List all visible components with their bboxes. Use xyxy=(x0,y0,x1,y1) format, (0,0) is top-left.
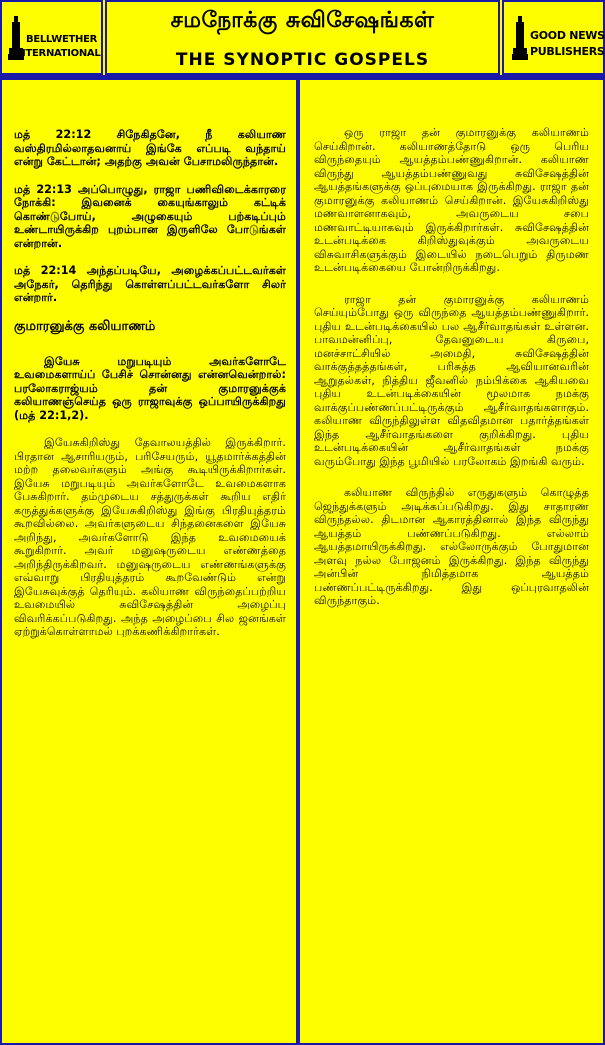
body-paragraph-3: ராஜா தன் குமாரனுக்கு கலியாணம் செய்யும்போது ஒரு விருந்தை ஆயத்தம்பண்ணுகிறார். புதிய உடன்படிக்கையில் பல ஆசீர்வாதங்கள் உள்ளன. பாவமன்னிப்பு, தேவனுடைய கிருபை, மனச்சாட்சியில் அமைதி, சுவிசேஷத்தின் வாக்குத்தத்தங்கள், பரிசுத்த ஆவியானவரின் ஆறுதல்கள், நித்திய ஜீவனில் நம்பிக்கை ஆகியவை புதிய உடன்படிக்கையின் மூலமாக நமக்கு வாக்குப்பண்ணப்பட்டிருக்கும் ஆசீர்வாதங்களாகும். கலியாண விருந்திலுள்ள விதவிதமான பதார்த்தங்கள் இந்த ஆசீர்வாதங்களை குறிக்கிறது. புதிய உடன்படிக்கையின் ஆசீர்வாதங்கள் நமக்கு வரும்போது இந்த பூமியில் பரலோகம் இறங்கி வரும். xyxy=(314,292,589,468)
verse-22-13: மத் 22:13 அப்பொழுது, ராஜா பணிவிடைக்காரரை நோக்கி: இவனைக் கையுங்காலும் கட்டிக் கொண்டுபோய், அழுகையும் பற்கடிப்பும் உண்டாயிருக்கிற புறம்பான இருளிலே போடுங்கள் என்றான். xyxy=(14,182,286,250)
body-paragraph-1: இயேசுகிறிஸ்து தேவாலயத்தில் இருக்கிறார். பிரதான ஆசாரியரும், பரிசேயரும், யூதமார்க்கத்தின் மற்ற தலைவர்களும் அங்கு கூடியிருக்கிறார்கள். இயேசு மறுபடியும் அவர்களோடே உவமைகளாக பேசுகிறார். தம்முடைய சத்துருக்கள் கூறிய எதிர் கருத்துக்களுக்கு இயேசுகிறிஸ்து இங்கு பிரதியுத்தரம் கூறவில்லை. அவர்களுடைய சிந்தனைகளை இயேசு அறிந்து, அவர்களோடு இந்த உவமையைக் கூறுகிறார். அவர் மனுஷருடைய எண்ணத்தை அறிந்திருக்கிறவர். மனுஷருடைய எண்ணங்களுக்கு எவ்வாறு பிரதியுத்தரம் கூறவேண்டும் என்று இயேசுவுக்குத் தெரியும். கலியாண விருந்தைப்பற்றிய உவமையில் சுவிசேஷத்தின் அழைப்பு விவரிக்கப்படுகிறது. அந்த அழைப்பை சில ஜனங்கள் ஏற்றுக்கொள்ளாமல் புறக்கணிக்கிறார்கள். xyxy=(14,436,286,638)
tower-figure-icon xyxy=(512,16,528,60)
body-paragraph-2: ஒரு ராஜா தன் குமாரனுக்கு கலியாணம் செய்கிறான். கலியாணத்தோடு ஒரு பெரிய விருந்தையும் ஆயத்தம்பண்ணுகிறான். கலியாண விருந்து ஆயத்தம்பண்ணுவது சுவிசேஷத்தின் ஆயத்தங்களுக்கு ஒப்புமையாக இருக்கிறது. ராஜா தன் குமாரனுக்கு கலியாணம் செய்கிறான். இயேசுகிறிஸ்து மணவாளனாகவும், அவருடைய சபை மணவாட்டியாகவும் இருக்கிறார்கள். சுவிசேஷத்தின் உடன்படிக்கை கிறிஸ்துவுக்கும் அவருடைய விசுவாசிகளுக்கும் இடையில் நடைபெறும் திருமண உடன்படிக்கையை போன்றிருக்கிறது. xyxy=(314,126,589,274)
header xyxy=(0,0,605,78)
right-logo-box xyxy=(502,0,605,75)
left-logo-line2: INTERNATIONAL xyxy=(14,48,101,59)
english-title: THE SYNOPTIC GOSPELS xyxy=(175,50,430,70)
left-logo-line1: BELLWETHER xyxy=(26,34,98,45)
tamil-title: சமநோக்கு சுவிசேஷங்கள் xyxy=(170,8,435,33)
verse-22-12: மத் 22:12 சிநேகிதனே, நீ கலியாண வஸ்திரமில்லாதவனாய் இங்கே எப்படி வந்தாய் என்று கேட்டான்; அதற்கு அவன் பேசாமலிருந்தான். xyxy=(14,128,286,168)
verse-22-14: மத் 22:14 அந்தப்படியே, அழைக்கப்பட்டவர்கள் அநேகர், தெரிந்து கொள்ளப்பட்டவர்களோ சிலர் என்றார். xyxy=(14,264,286,304)
right-logo-line1: GOOD NEWS xyxy=(530,29,605,42)
section-heading: குமாரனுக்கு கலியாணம் xyxy=(14,318,156,334)
right-column xyxy=(300,80,603,1043)
title-box xyxy=(105,0,500,75)
good-news-logo xyxy=(504,12,605,68)
left-logo-box xyxy=(0,0,103,75)
body-paragraph-4: கலியாண விருந்தில் எருதுகளும் கொழுத்த ஜெந்துக்களும் அடிக்கப்படுகிறது. இது சாதாரண விருந்தல்ல. திடமான ஆகாரத்தினால் இந்த விருந்து ஆயத்தம் பண்ணப்படுகிறது. எல்லாம் ஆயத்தமாயிருக்கிறது. எல்லோருக்கும் போதுமான அளவு நல்ல போஜனம் இருக்கிறது. இந்த விருந்து அன்பின் நிமித்தமாக ஆயத்தம் பண்ணப்பட்டிருக்கிறது. இது ஒப்புரவாதலின் விருந்தாகும். xyxy=(314,486,589,607)
right-logo-line2: PUBLISHERS xyxy=(530,45,605,58)
intro-paragraph: இயேசு மறுபடியும் அவர்களோடே உவமைகளாய்ப் பேசிச் சொன்னது என்னவென்றால்: பரலோகராஜ்யம் தன் குமாரனுக்குக் கலியாணஞ்செய்த ஒரு ராஜாவுக்கு ஒப்பாயிருக்கிறது (மத் 22:1,2). xyxy=(14,354,286,422)
left-column xyxy=(2,80,300,1043)
bellwether-logo xyxy=(2,12,101,68)
